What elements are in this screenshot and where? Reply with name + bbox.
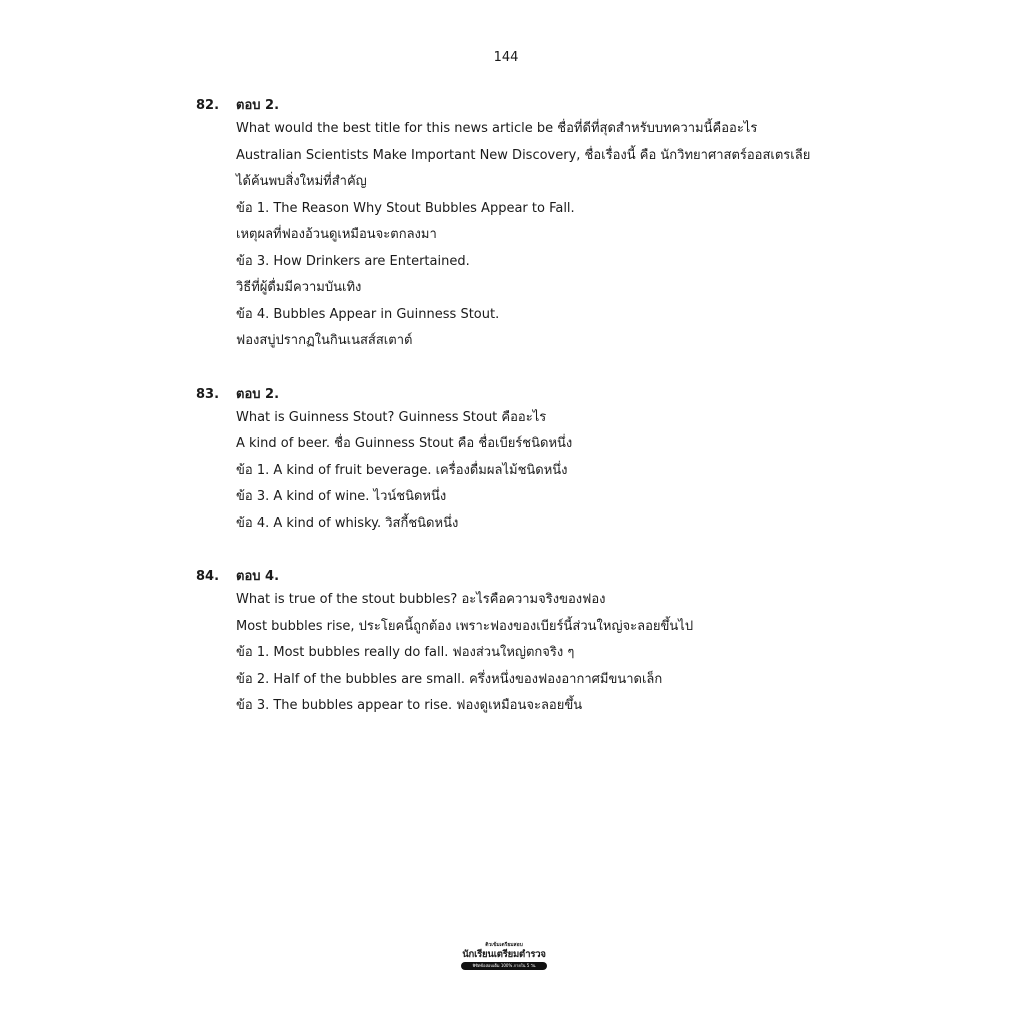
- explanation-line: What would the best title for this news article be ชื่อที่ดีที่สุดสำหรับบทความนี้คืออะไร: [236, 121, 758, 136]
- logo-band-text: พิชิตข้อสอบเต็ม 100% ภายใน 5 วัน: [461, 962, 547, 970]
- question-header: [196, 565, 836, 587]
- explanation-line: What is true of the stout bubbles? อะไรคือความจริงของฟอง: [236, 592, 606, 607]
- explanation-line: เหตุผลที่ฟองอ้วนดูเหมือนจะตกลงมา: [236, 227, 437, 242]
- footer-logo: [452, 942, 556, 970]
- logo-main-text: นักเรียนเตรียมตำรวจ: [462, 949, 546, 960]
- explanation-line: ข้อ 2. Half of the bubbles are small. ครึ่งหนึ่งของฟองอากาศมีขนาดเล็ก: [236, 671, 663, 687]
- question-number: 84.: [196, 569, 220, 584]
- explanation-line: ฟองสบู่ปรากฏในกินเนสส์สเตาต์: [236, 333, 413, 348]
- explanation-line: ข้อ 4. Bubbles Appear in Guinness Stout.: [236, 306, 500, 322]
- question-answer: ตอบ 2.: [236, 98, 280, 113]
- question-83: [196, 383, 836, 538]
- question-answer: ตอบ 2.: [236, 386, 280, 402]
- explanation-line: Most bubbles rise, ประโยคนี้ถูกต้อง เพราะฟองของเบียร์นี้ส่วนใหญ่จะลอยขึ้นไป: [236, 618, 694, 634]
- explanation-line: ข้อ 4. A kind of whisky. วิสกี้ชนิดหนึ่ง: [236, 515, 459, 531]
- explanation-lines: [236, 587, 836, 720]
- explanation-line: Australian Scientists Make Important New Discovery, ชื่อเรื่องนี้ คือ นักวิทยาศาสตร์ออสเตรเลีย: [236, 147, 811, 163]
- question-82: [196, 94, 836, 355]
- question-header: [196, 94, 836, 116]
- explanation-line: ข้อ 3. A kind of wine. ไวน์ชนิดหนึ่ง: [236, 489, 447, 504]
- page-number: 144: [493, 50, 519, 65]
- explanation-line: What is Guinness Stout? Guinness Stout คืออะไร: [236, 409, 547, 425]
- explanation-line: A kind of beer. ชื่อ Guinness Stout คือ ชื่อเบียร์ชนิดหนึ่ง: [236, 436, 573, 451]
- explanation-line: ข้อ 1. The Reason Why Stout Bubbles Appear to Fall.: [236, 200, 575, 216]
- explanation-line: ได้ค้นพบสิ่งใหม่ที่สำคัญ: [236, 174, 367, 189]
- answer-content: [196, 94, 836, 748]
- explanation-line: วิธีที่ผู้ดื่มมีความบันเทิง: [236, 280, 362, 295]
- question-answer: ตอบ 4.: [236, 569, 280, 584]
- explanation-lines: [236, 405, 836, 538]
- explanation-line: ข้อ 3. The bubbles appear to rise. ฟองดูเหมือนจะลอยขึ้น: [236, 698, 583, 713]
- question-84: [196, 565, 836, 720]
- question-number: 82.: [196, 98, 220, 113]
- explanation-lines: [236, 116, 836, 355]
- explanation-line: ข้อ 1. Most bubbles really do fall. ฟองส่วนใหญ่ตกจริง ๆ: [236, 645, 575, 660]
- explanation-line: ข้อ 1. A kind of fruit beverage. เครื่องดื่มผลไม้ชนิดหนึ่ง: [236, 462, 568, 478]
- logo-top-text: ติวเข้มเตรียมสอบ: [485, 942, 523, 948]
- explanation-line: ข้อ 3. How Drinkers are Entertained.: [236, 253, 470, 269]
- question-number: 83.: [196, 386, 220, 402]
- question-header: [196, 383, 836, 405]
